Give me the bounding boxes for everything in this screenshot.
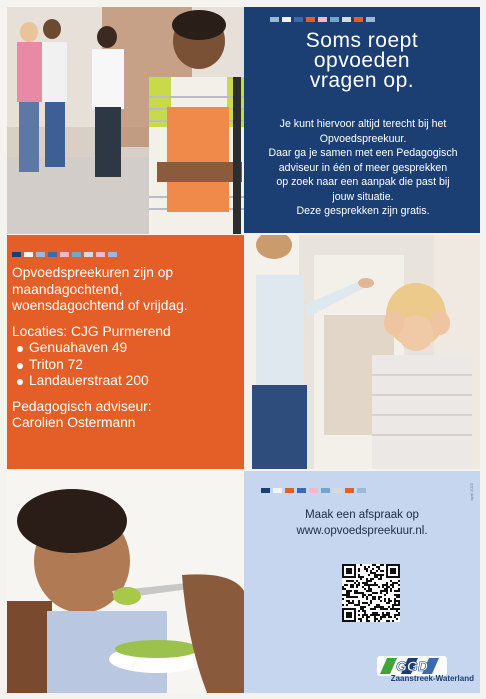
website-link[interactable]: www.opvoedspreekuur.nl. <box>296 525 428 537</box>
location-item: Genuahaven 49 <box>12 340 240 357</box>
appointment-text <box>244 507 480 539</box>
locations-list <box>12 340 240 390</box>
intro-panel <box>244 7 480 233</box>
ggd-logo-text: GGD <box>396 658 428 674</box>
ggd-region-label: Zaanstreek-Waterland <box>390 674 474 683</box>
intro-line: Deze gesprekken zijn gratis. <box>296 205 430 217</box>
children-school-hallway-photo <box>7 7 244 234</box>
intro-line: adviseur in één of meer gesprekken <box>278 161 448 174</box>
headline-line: Soms roept <box>305 29 419 52</box>
mother-and-upset-daughter-photo <box>244 235 480 469</box>
location-item: Landauerstraat 200 <box>12 373 240 390</box>
appointment-line: Maak een afspraak op <box>305 509 419 521</box>
intro-line: jouw situatie. <box>332 190 394 203</box>
intro-line: Je kunt hiervoor altijd terecht bij het <box>279 118 447 130</box>
appointment-panel <box>244 471 480 693</box>
color-bars <box>12 252 117 257</box>
qr-code[interactable] <box>342 564 400 622</box>
schedule-line: Opvoedspreekuren zijn op <box>12 265 174 280</box>
headline <box>244 31 480 91</box>
print-date-note: april 2022 <box>469 483 474 501</box>
color-bars <box>261 488 366 493</box>
toddler-refusing-food-photo <box>7 471 244 693</box>
locations-heading: Locaties: CJG Purmerend <box>12 323 171 339</box>
color-bars <box>270 17 375 22</box>
location-item: Triton 72 <box>12 357 240 374</box>
schedule-line: maandagochtend, <box>12 281 123 297</box>
headline-line: opvoeden <box>313 49 411 72</box>
intro-line: Opvoedspreekuur. <box>319 132 407 145</box>
schedule-line: woensdagochtend of vrijdag. <box>12 298 188 313</box>
adviser-label: Pedagogisch adviseur: <box>12 398 152 414</box>
intro-line: op zoek naar een aanpak die past bij <box>276 176 450 188</box>
adviser-name: Carolien Ostermann <box>12 415 136 430</box>
info-panel <box>7 235 244 469</box>
headline-line: vragen op. <box>309 69 415 92</box>
intro-line: Daar ga je samen met een Pedagogisch <box>268 147 458 159</box>
intro-text <box>254 117 472 219</box>
